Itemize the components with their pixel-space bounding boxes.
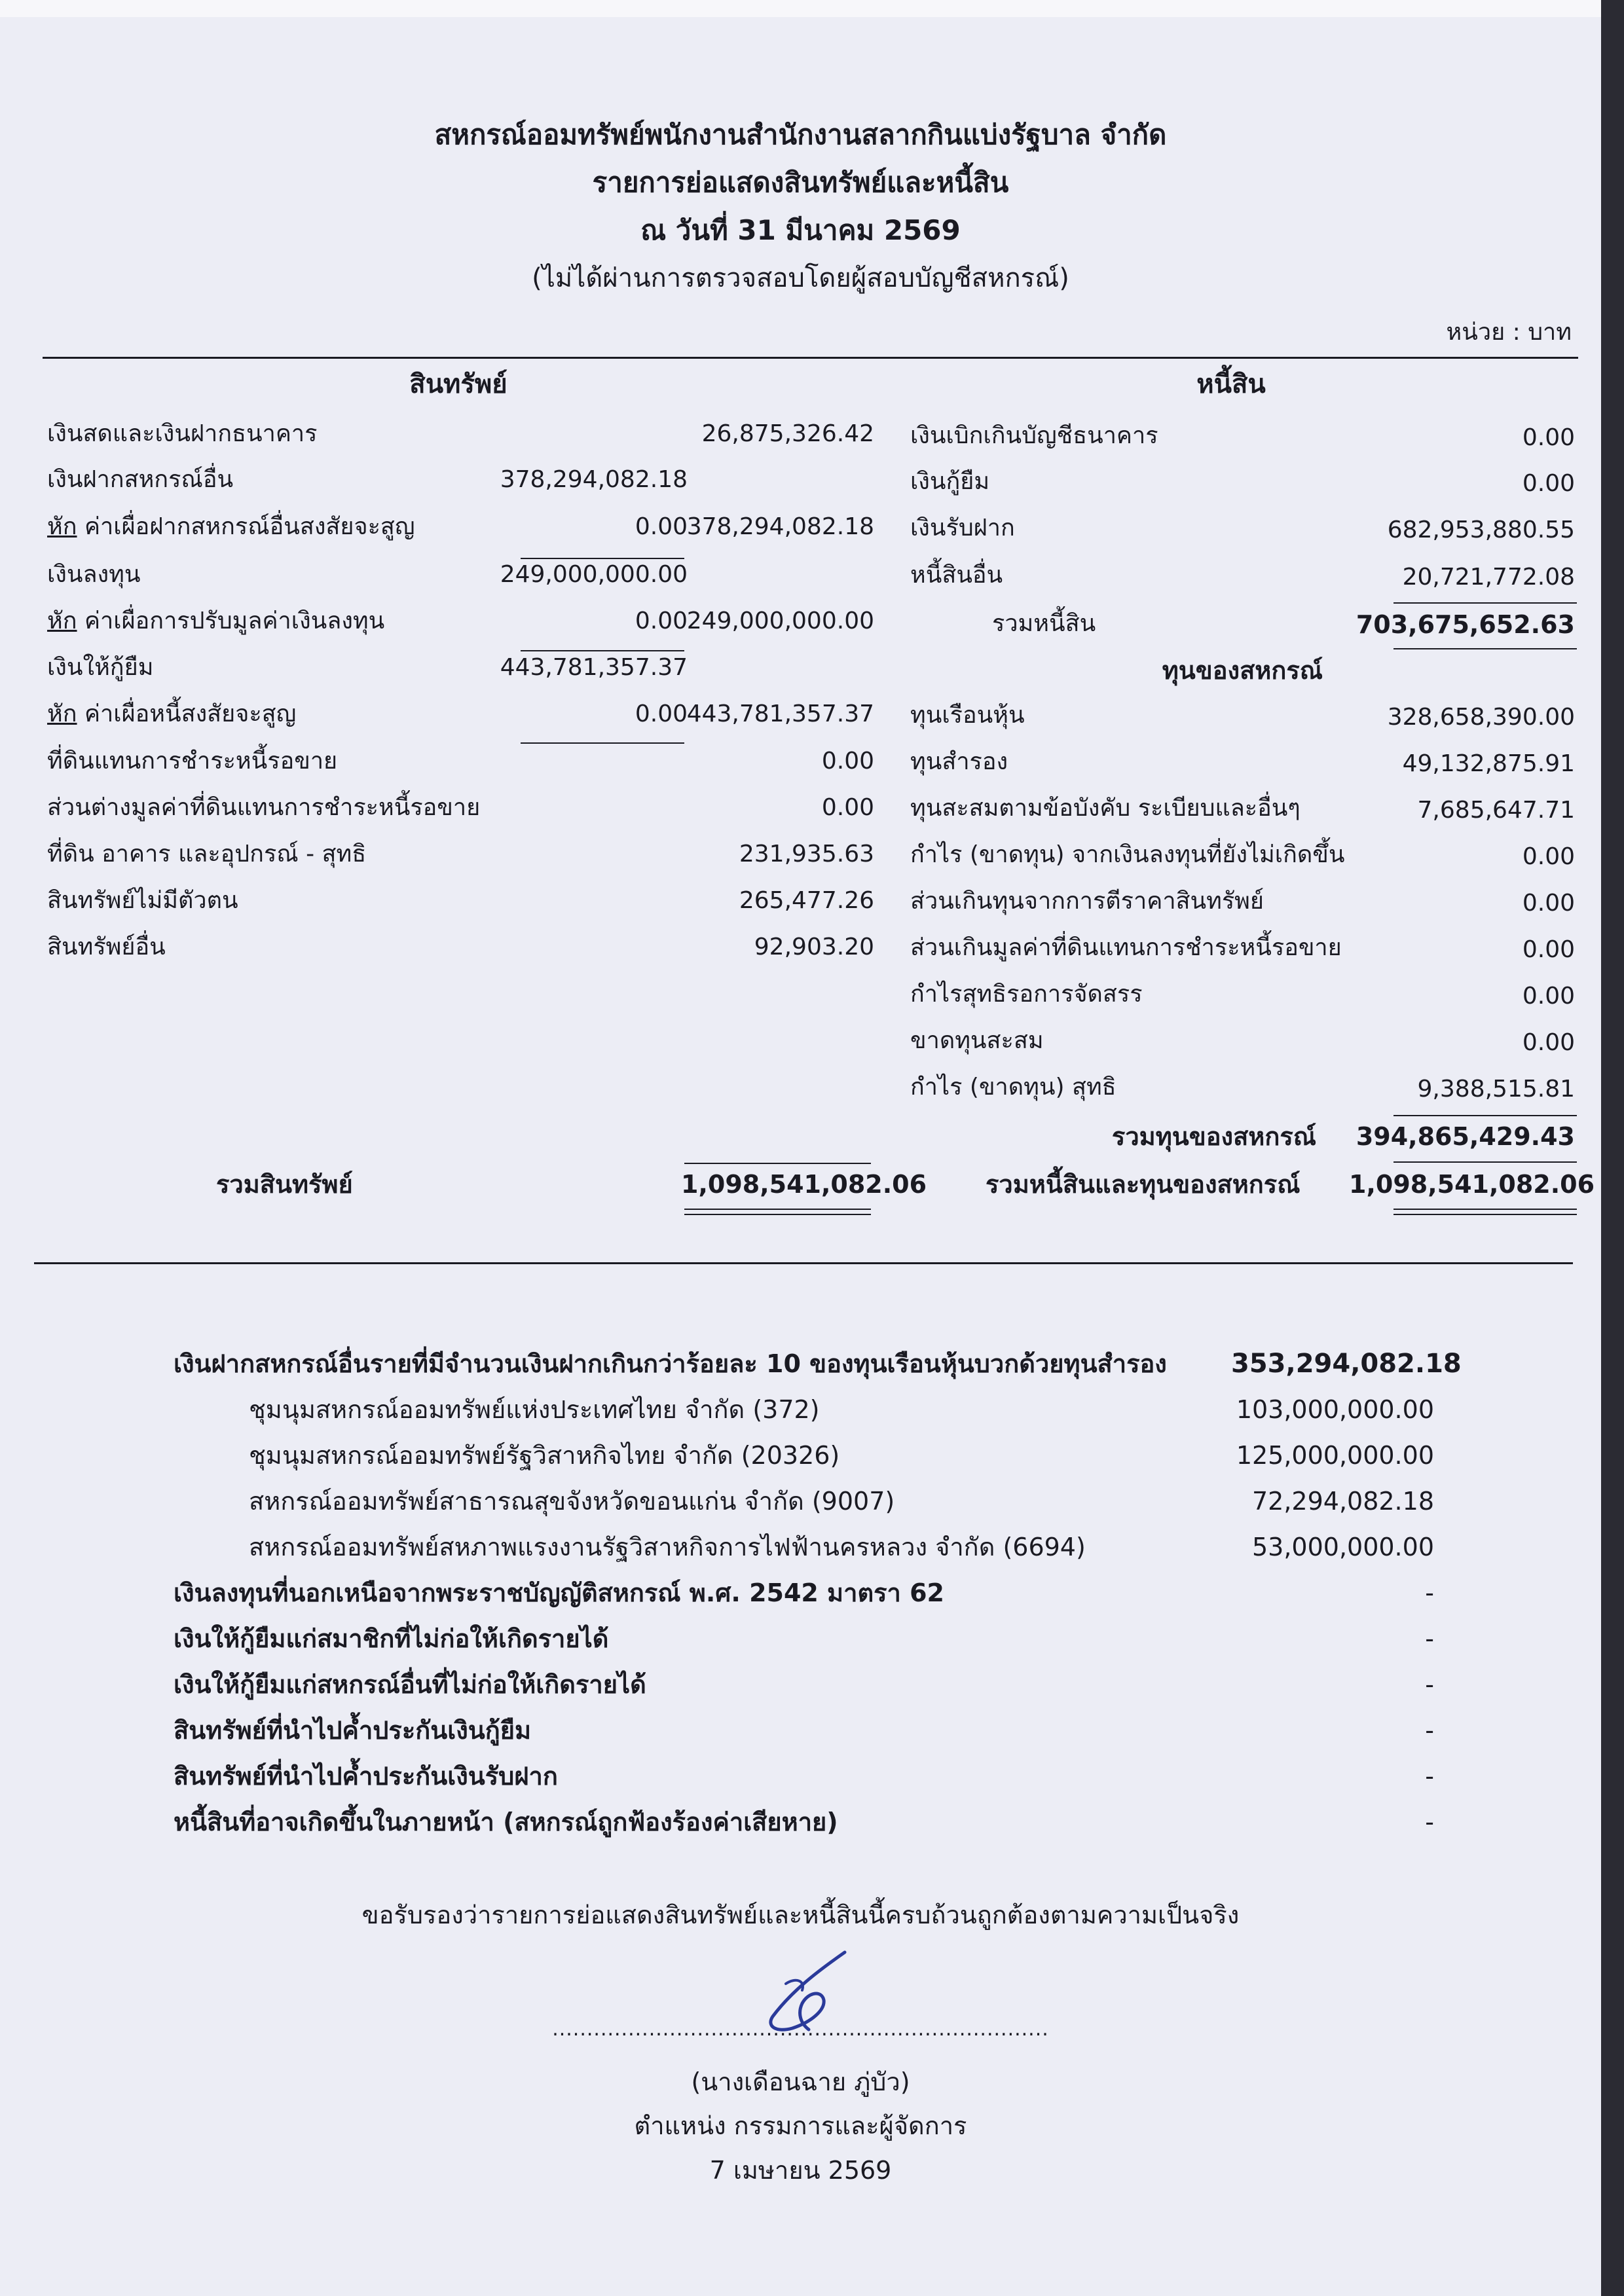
certification-date: 7 เมษายน 2569 (709, 2156, 892, 2185)
asset-label (47, 699, 296, 729)
asset-mid-amount: 0.00 (635, 513, 688, 540)
asset-mid-amount: 443,781,357.37 (500, 654, 688, 681)
liabilities-heading: หนี้สิน (1196, 369, 1266, 399)
deposit-item-label: สหกรณ์ออมทรัพย์สหภาพแรงงานรัฐวิสาหกิจการไฟฟ้านครหลวง จำกัด (6694) (249, 1533, 1086, 1561)
deposit-item-label: สหกรณ์ออมทรัพย์สาธารณสุขจังหวัดขอนแก่น จำกัด (9007) (249, 1487, 895, 1516)
liability-amount: 682,953,880.55 (1387, 517, 1575, 543)
asset-label: เงินสดและเงินฝากธนาคาร (47, 420, 318, 447)
certification-statement: ขอรับรองว่ารายการย่อแสดงสินทรัพย์และหนี้สินนี้ครบถ้วนถูกต้องตามความเป็นจริง (361, 1901, 1240, 1929)
signature-line: ........................................................................ (552, 2018, 1049, 2041)
asset-mid-amount: 249,000,000.00 (500, 561, 688, 588)
equity-amount: 0.00 (1522, 890, 1575, 917)
other-note-label: เงินให้กู้ยืมแก่สหกรณ์อื่นที่ไม่ก่อให้เกิดรายได้ (174, 1670, 646, 1699)
asset-mid-amount: 378,294,082.18 (500, 466, 688, 493)
equity-heading: ทุนของสหกรณ์ (1162, 656, 1323, 685)
asset-label: เงินให้กู้ยืม (47, 654, 154, 681)
total-rule-double (684, 1214, 871, 1215)
asset-label: ที่ดิน อาคาร และอุปกรณ์ - สุทธิ (47, 841, 367, 867)
deposit-item-label: ชุมนุมสหกรณ์ออมทรัพย์แห่งประเทศไทย จำกัด (372) (249, 1395, 820, 1424)
assets-total-label: รวมสินทรัพย์ (216, 1170, 353, 1199)
scan-top-margin (0, 0, 1601, 17)
deposit-item-amount: 125,000,000.00 (1236, 1441, 1434, 1470)
deposit-heading: เงินฝากสหกรณ์อื่นรายที่มีจำนวนเงินฝากเกินกว่าร้อยละ 10 ของทุนเรือนหุ้นบวกด้วยทุนสำรอง (174, 1349, 1167, 1378)
equity-amount: 0.00 (1522, 936, 1575, 963)
deposit-item-amount: 72,294,082.18 (1251, 1487, 1434, 1516)
equity-label: ส่วนเกินมูลค่าที่ดินแทนการชำระหนี้รอขาย (910, 934, 1342, 961)
grand-total: 1,098,541,082.06 (1349, 1170, 1595, 1199)
equity-label: ส่วนเกินทุนจากการตีราคาสินทรัพย์ (910, 888, 1264, 915)
liabilities-total: 703,675,652.63 (1356, 610, 1575, 639)
asset-amount: 443,781,357.37 (686, 701, 874, 727)
equity-total: 394,865,429.43 (1356, 1122, 1575, 1151)
equity-total-label: รวมทุนของสหกรณ์ (1111, 1122, 1316, 1151)
asset-amount: 231,935.63 (739, 841, 874, 867)
asset-label: เงินฝากสหกรณ์อื่น (47, 466, 234, 493)
asset-label: เงินลงทุน (47, 561, 141, 588)
equity-amount: 7,685,647.71 (1417, 797, 1575, 824)
liability-amount: 0.00 (1522, 424, 1575, 451)
subtotal-rule (521, 742, 684, 744)
liability-label: เงินกู้ยืม (910, 468, 990, 495)
asset-label-text: ค่าเผื่อฝากสหกรณ์อื่นสงสัยจะสูญ (77, 513, 415, 540)
asset-amount: 249,000,000.00 (686, 608, 874, 634)
deposit-item-label: ชุมนุมสหกรณ์ออมทรัพย์รัฐวิสาหกิจไทย จำกัด (20326) (249, 1441, 840, 1470)
total-rule-double (684, 1209, 871, 1210)
other-note-amount: - (1425, 1670, 1434, 1699)
section-divider (34, 1262, 1573, 1264)
asset-label (47, 606, 384, 636)
asset-amount: 0.00 (821, 794, 874, 821)
equity-label: กำไรสุทธิรอการจัดสรร (910, 981, 1143, 1008)
asset-mid-amount: 0.00 (635, 701, 688, 727)
asset-amount: 265,477.26 (739, 887, 874, 914)
signer-name: (นางเดือนฉาย ภู่บัว) (691, 2068, 910, 2096)
liability-label: เงินรับฝาก (910, 515, 1015, 541)
other-note-amount: - (1425, 1578, 1434, 1607)
asset-amount: 26,875,326.42 (701, 420, 874, 447)
liability-label: หนี้สินอื่น (910, 562, 1003, 589)
deposit-total: 353,294,082.18 (1231, 1349, 1462, 1379)
other-note-label: เงินลงทุนที่นอกเหนือจากพระราชบัญญัติสหกรณ์ พ.ศ. 2542 มาตรา 62 (174, 1578, 944, 1607)
equity-amount: 0.00 (1522, 983, 1575, 1010)
report-title: รายการย่อแสดงสินทรัพย์และหนี้สิน (592, 166, 1009, 198)
less-prefix: หัก (47, 608, 77, 634)
asset-label: ที่ดินแทนการชำระหนี้รอขาย (47, 748, 338, 774)
asset-label: สินทรัพย์อื่น (47, 934, 166, 960)
total-rule-double (1393, 1214, 1577, 1215)
unit-label: หน่วย : บาท (1446, 319, 1572, 346)
other-note-amount: - (1425, 1716, 1434, 1745)
total-rule-top (684, 1163, 871, 1164)
asset-label: สินทรัพย์ไม่มีตัวตน (47, 887, 238, 914)
less-prefix: หัก (47, 513, 77, 540)
deposit-item-amount: 103,000,000.00 (1236, 1395, 1434, 1424)
equity-amount: 9,388,515.81 (1417, 1076, 1575, 1102)
audit-note: (ไม่ได้ผ่านการตรวจสอบโดยผู้สอบบัญชีสหกรณ์) (532, 263, 1069, 293)
asset-label-text: ค่าเผื่อหนี้สงสัยจะสูญ (77, 701, 297, 727)
asset-mid-amount: 0.00 (635, 608, 688, 634)
subtotal-rule (521, 558, 684, 559)
equity-label: ทุนสำรอง (910, 748, 1008, 775)
equity-label: ขาดทุนสะสม (910, 1027, 1044, 1054)
signer-position: ตำแหน่ง กรรมการและผู้จัดการ (634, 2111, 967, 2140)
equity-label: ทุนเรือนหุ้น (910, 702, 1025, 729)
subtotal-rule (1393, 1115, 1577, 1116)
equity-label: กำไร (ขาดทุน) สุทธิ (910, 1074, 1116, 1101)
other-note-amount: - (1425, 1808, 1434, 1836)
total-rule-double (1393, 1209, 1577, 1210)
liability-amount: 20,721,772.08 (1402, 564, 1575, 591)
liabilities-total-label: รวมหนี้สิน (992, 610, 1096, 637)
equity-amount: 328,658,390.00 (1387, 704, 1575, 731)
other-note-label: สินทรัพย์ที่นำไปค้ำประกันเงินกู้ยืม (174, 1716, 532, 1745)
other-note-label: เงินให้กู้ยืมแก่สมาชิกที่ไม่ก่อให้เกิดรายได้ (174, 1624, 609, 1653)
less-prefix: หัก (47, 701, 77, 727)
subtotal-rule (1393, 648, 1577, 649)
other-note-amount: - (1425, 1624, 1434, 1653)
scan-edge (1601, 0, 1624, 2296)
asset-label-text: ค่าเผื่อการปรับมูลค่าเงินลงทุน (77, 608, 385, 634)
deposit-item-amount: 53,000,000.00 (1251, 1533, 1434, 1561)
header-rule (43, 357, 1578, 359)
asset-label: ส่วนต่างมูลค่าที่ดินแทนการชำระหนี้รอขาย (47, 794, 481, 821)
asset-amount: 92,903.20 (754, 934, 874, 960)
assets-heading: สินทรัพย์ (409, 369, 507, 399)
equity-label: กำไร (ขาดทุน) จากเงินลงทุนที่ยังไม่เกิดขึ้น (910, 841, 1345, 868)
grand-total-label: รวมหนี้สินและทุนของสหกรณ์ (986, 1170, 1301, 1199)
asset-amount: 0.00 (821, 748, 874, 774)
liability-label: เงินเบิกเกินบัญชีธนาคาร (910, 422, 1158, 449)
equity-amount: 0.00 (1522, 1029, 1575, 1056)
other-note-label: หนี้สินที่อาจเกิดขึ้นในภายหน้า (สหกรณ์ถูกฟ้องร้องค่าเสียหาย) (174, 1808, 838, 1836)
liability-amount: 0.00 (1522, 470, 1575, 497)
report-date: ณ วันที่ 31 มีนาคม 2569 (640, 214, 961, 246)
total-rule-top (1393, 1161, 1577, 1163)
subtotal-rule (1393, 602, 1577, 604)
other-note-amount: - (1425, 1762, 1434, 1791)
equity-amount: 0.00 (1522, 843, 1575, 870)
equity-label: ทุนสะสมตามข้อบังคับ ระเบียบและอื่นๆ (910, 795, 1301, 822)
asset-amount: 378,294,082.18 (686, 513, 874, 540)
assets-total: 1,098,541,082.06 (681, 1170, 927, 1199)
asset-label (47, 512, 415, 542)
other-note-label: สินทรัพย์ที่นำไปค้ำประกันเงินรับฝาก (174, 1762, 558, 1791)
subtotal-rule (521, 650, 684, 651)
org-name: สหกรณ์ออมทรัพย์พนักงานสำนักงานสลากกินแบ่งรัฐบาล จำกัด (434, 118, 1167, 151)
equity-amount: 49,132,875.91 (1402, 750, 1575, 777)
